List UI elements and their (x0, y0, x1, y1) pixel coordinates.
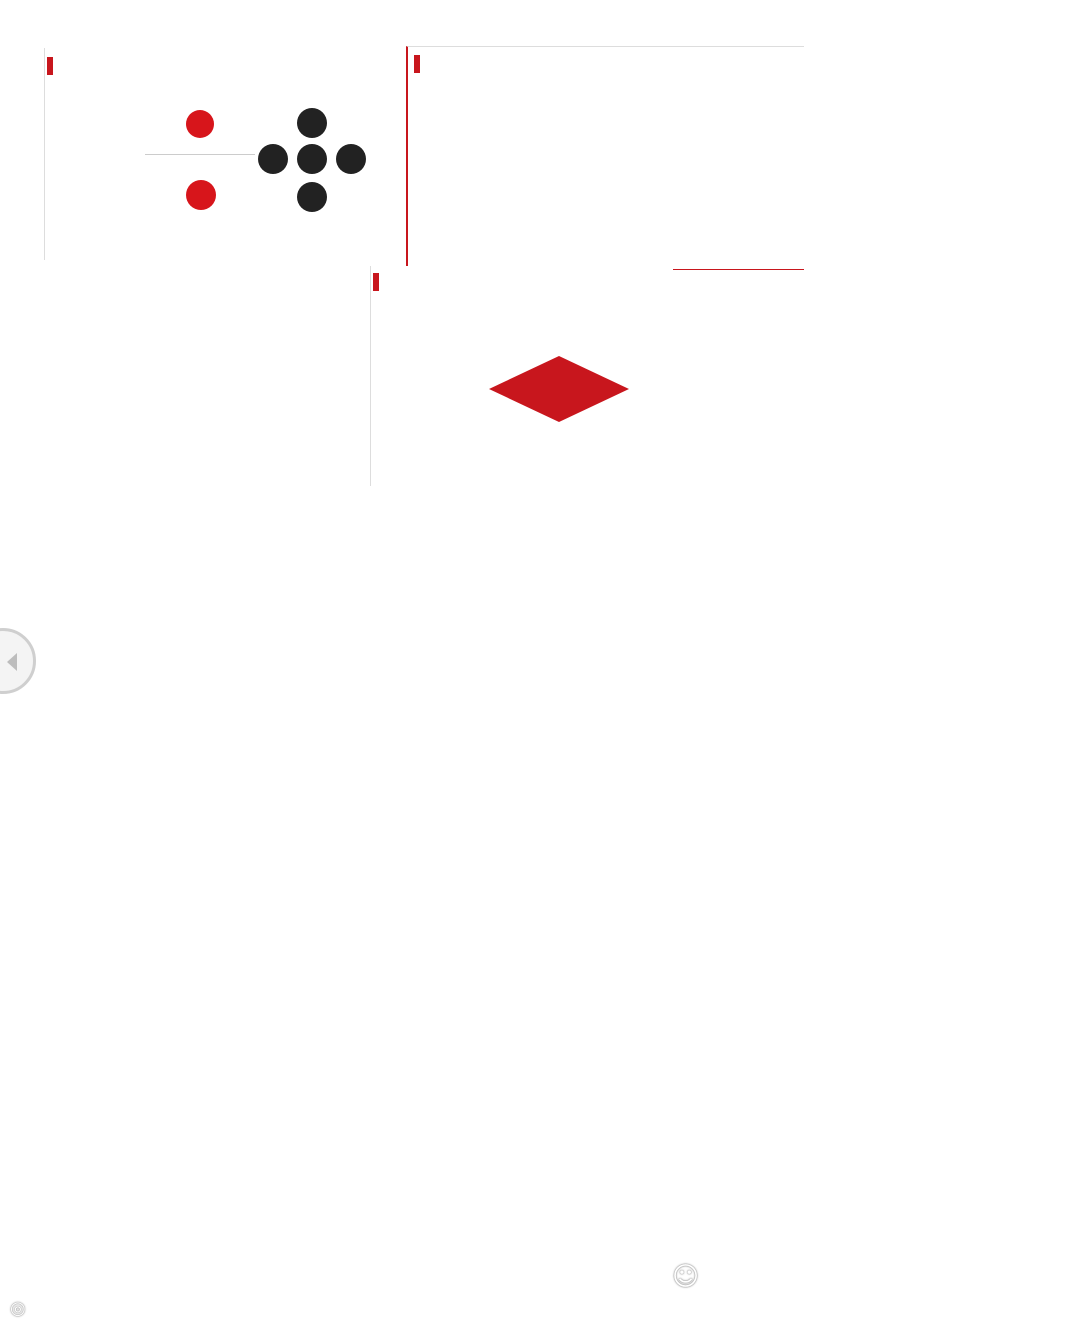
new-business-circle (297, 108, 327, 138)
chevron-left-icon (7, 653, 17, 671)
training-needs-matrix-figure (44, 48, 385, 260)
wechat-icon: ☺ (672, 1262, 700, 1292)
monitor-improve-diamond (487, 354, 631, 424)
full-process-figure (370, 266, 673, 486)
wechat-watermark (672, 1262, 699, 1292)
brand-watermark (10, 1298, 26, 1319)
career-development-circle (186, 110, 214, 138)
learning-map-figure (406, 46, 804, 270)
matrix-divider (145, 154, 255, 155)
talent-pipeline-circle (258, 144, 288, 174)
culture-fusion-circle (336, 144, 366, 174)
personal-performance-circle (186, 180, 216, 210)
brand-logo-icon: ◎ (10, 1298, 26, 1319)
org-wisdom-circle (297, 144, 327, 174)
previous-page-button[interactable] (0, 628, 36, 694)
performance-growth-circle (297, 182, 327, 212)
